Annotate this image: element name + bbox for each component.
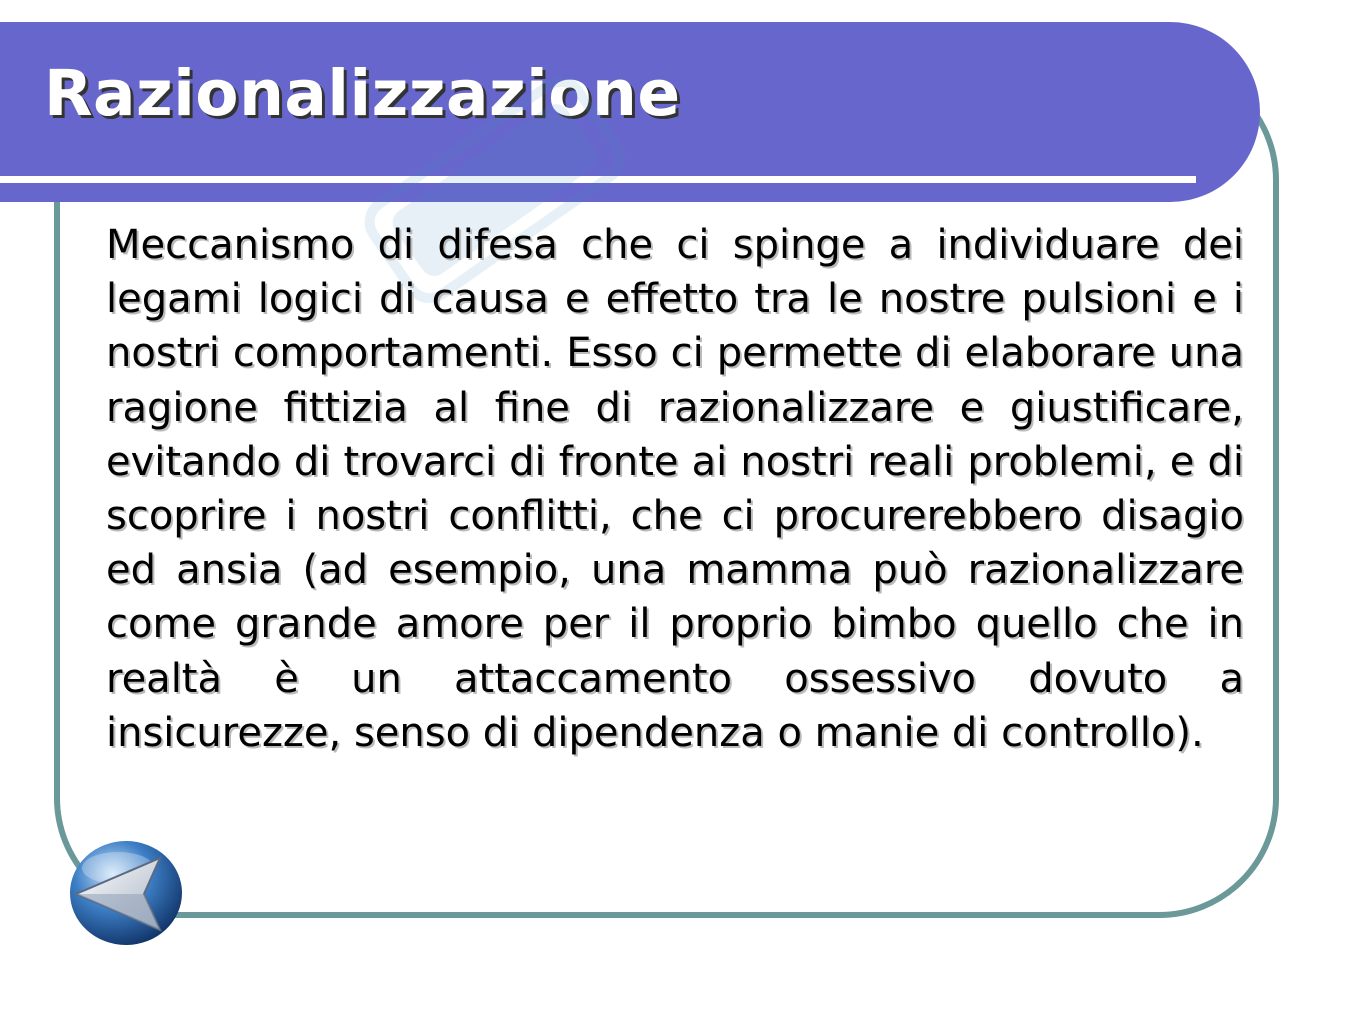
back-arrow-icon[interactable] [68,838,184,946]
title-underline [0,176,1196,183]
slide-body-text: Meccanismo di difesa che ci spinge a individuare dei legami logici di causa e effetto tra le nostre pulsioni e i nostri comportamenti. Esso ci permette di elaborare una ragione fittizia al fine di razionalizzare e giustificare, evitando di trovarci di fronte ai nostri reali problemi, e di scoprire i nostri conflitti, che ci procurerebbero disagio ed ansia (ad esempio, una mamma può razionalizzare come grande amore per il proprio bimbo quello che in realtà è un attaccamento ossessivo dovuto a insicurezze, senso di dipendenza o manie di controllo). [106,222,1244,756]
slide-title: Razionalizzazione [44,57,681,130]
